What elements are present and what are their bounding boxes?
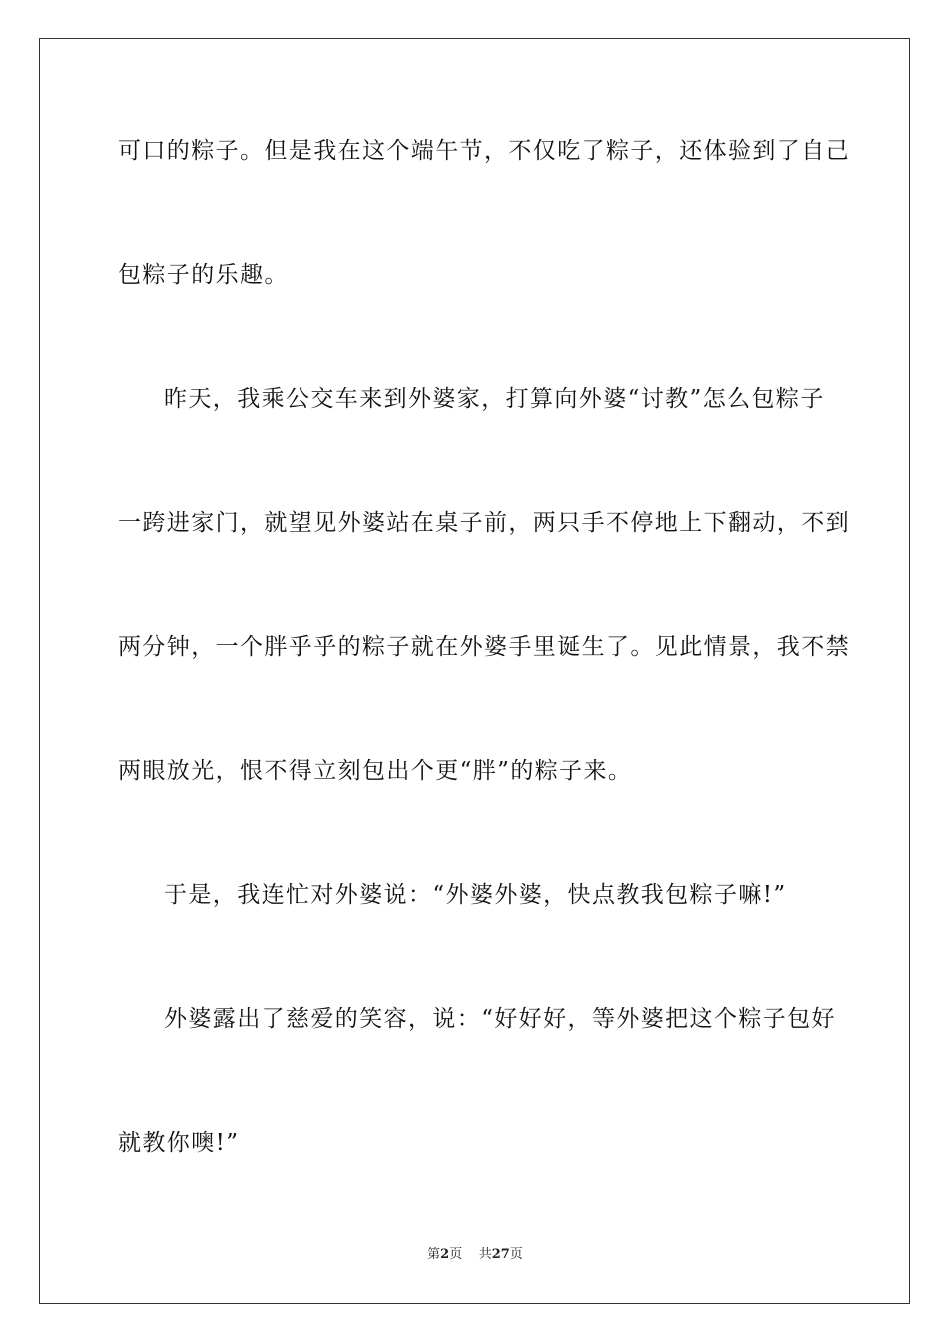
total-prefix: 共 <box>478 1247 492 1262</box>
page-suffix: 页 <box>449 1247 463 1262</box>
text-line-9: 就教你噢!” <box>118 1130 240 1156</box>
text-line-8: 外婆露出了慈爱的笑容，说：“好好好，等外婆把这个粽子包好 <box>164 1006 836 1032</box>
text-line-1: 可口的粽子。但是我在这个端午节，不仅吃了粽子，还体验到了自己 <box>118 138 850 164</box>
text-line-4: 一跨进家门，就望见外婆站在桌子前，两只手不停地上下翻动，不到 <box>118 510 850 536</box>
text-line-6: 两眼放光，恨不得立刻包出个更“胖”的粽子来。 <box>118 758 633 784</box>
page-prefix: 第 <box>427 1247 441 1262</box>
page-number: 2 <box>440 1247 450 1262</box>
text-line-2: 包粽子的乐趣。 <box>118 262 289 288</box>
text-line-5: 两分钟，一个胖乎乎的粽子就在外婆手里诞生了。见此情景，我不禁 <box>118 634 850 660</box>
text-line-7: 于是，我连忙对外婆说：“外婆外婆，快点教我包粽子嘛!” <box>164 882 787 908</box>
page-footer <box>0 1246 950 1264</box>
page-border <box>39 38 910 1304</box>
total-suffix: 页 <box>509 1247 523 1262</box>
text-line-3: 昨天，我乘公交车来到外婆家，打算向外婆“讨教”怎么包粽子 <box>164 386 825 412</box>
total-pages: 27 <box>491 1247 510 1262</box>
